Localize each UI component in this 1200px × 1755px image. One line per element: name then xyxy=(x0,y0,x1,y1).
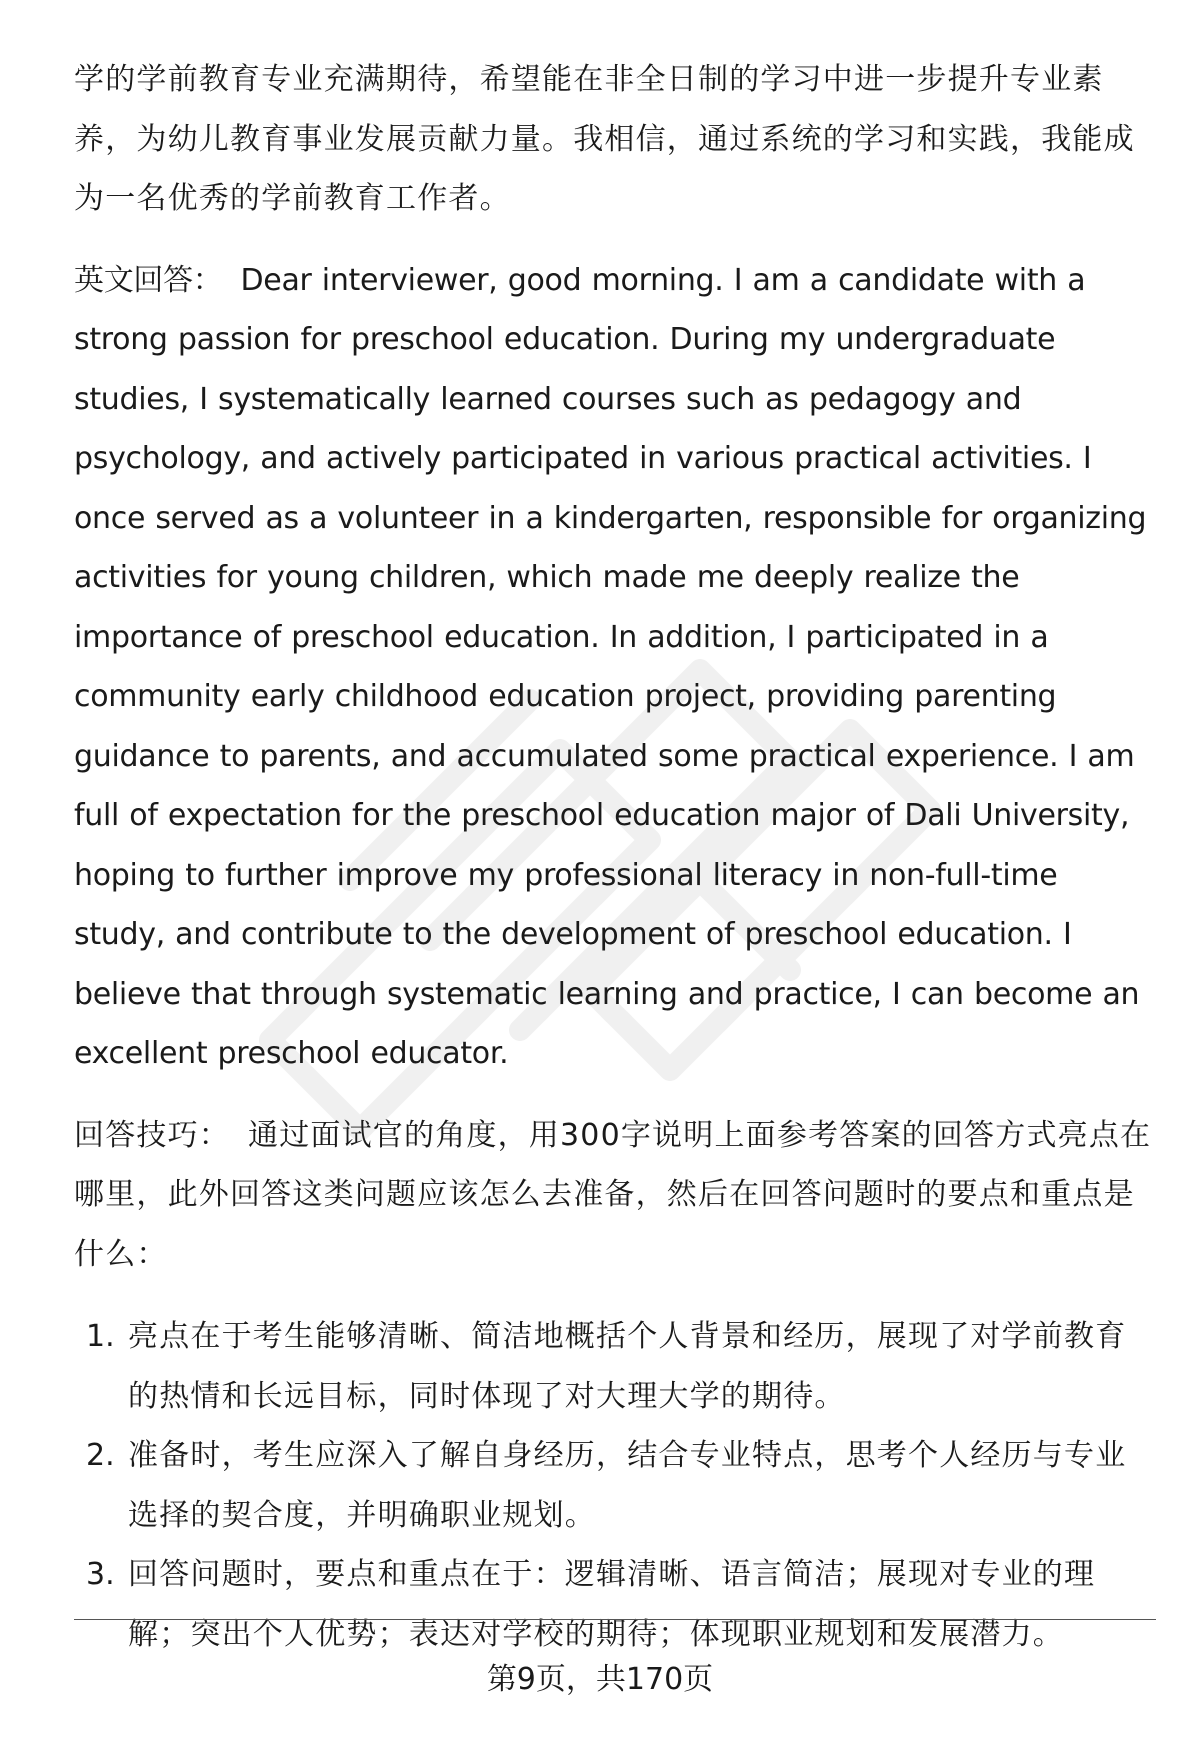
tips-paragraph xyxy=(74,1106,1154,1285)
footer-divider xyxy=(74,1619,1156,1620)
list-item-number: 2. xyxy=(86,1438,115,1473)
list-item-text: 回答问题时，要点和重点在于：逻辑清晰、语言简洁；展现对专业的理解；突出个人优势；表达对学校的期待；体现职业规划和发展潜力。 xyxy=(128,1557,1096,1652)
intro-paragraph: 学的学前教育专业充满期待，希望能在非全日制的学习中进一步提升专业素养，为幼儿教育事业发展贡献力量。我相信，通过系统的学习和实践，我能成为一名优秀的学前教育工作者。 xyxy=(74,62,1135,216)
english-answer-text: Dear interviewer, good morning. I am a candidate with a strong passion for preschool education. During my undergraduate studies, I systematically learned courses such as pedagogy and psychology, and actively participated in various practical activities. I once served as a volunteer in a kindergarten, responsible for organizing activities for young children, which made me deeply realize the importance of preschool education. In addition, I participated in a community early childhood education project, providing parenting guidance to parents, and accumulated some practical experience. I am full of expectation for the preschool education major of Dali University, hoping to further improve my professional literacy in non-full-time study, and contribute to the development of preschool education. I believe that through systematic learning and practice, I can become an excellent preschool educator. xyxy=(74,262,1147,1071)
list-item-number: 1. xyxy=(86,1319,115,1354)
list-item xyxy=(74,1545,1154,1664)
english-answer-label: 英文回答： xyxy=(74,262,223,298)
page-number: 第9页，共170页 xyxy=(486,1662,714,1697)
list-item xyxy=(74,1426,1154,1545)
tips-label: 回答技巧： xyxy=(74,1117,230,1153)
english-answer-paragraph xyxy=(74,251,1154,1084)
list-item-text: 准备时，考生应深入了解自身经历，结合专业特点，思考个人经历与专业选择的契合度，并明确职业规划。 xyxy=(128,1438,1127,1533)
list-item-text: 亮点在于考生能够清晰、简洁地概括个人背景和经历，展现了对学前教育的热情和长远目标，同时体现了对大理大学的期待。 xyxy=(128,1319,1127,1414)
main-content xyxy=(74,50,1154,1664)
tips-list xyxy=(74,1307,1154,1664)
list-item xyxy=(74,1307,1154,1426)
list-item-number: 3. xyxy=(86,1557,115,1592)
tips-intro-text: 通过面试官的角度，用300字说明上面参考答案的回答方式亮点在哪里，此外回答这类问题应该怎么去准备，然后在回答问题时的要点和重点是什么： xyxy=(74,1117,1152,1272)
